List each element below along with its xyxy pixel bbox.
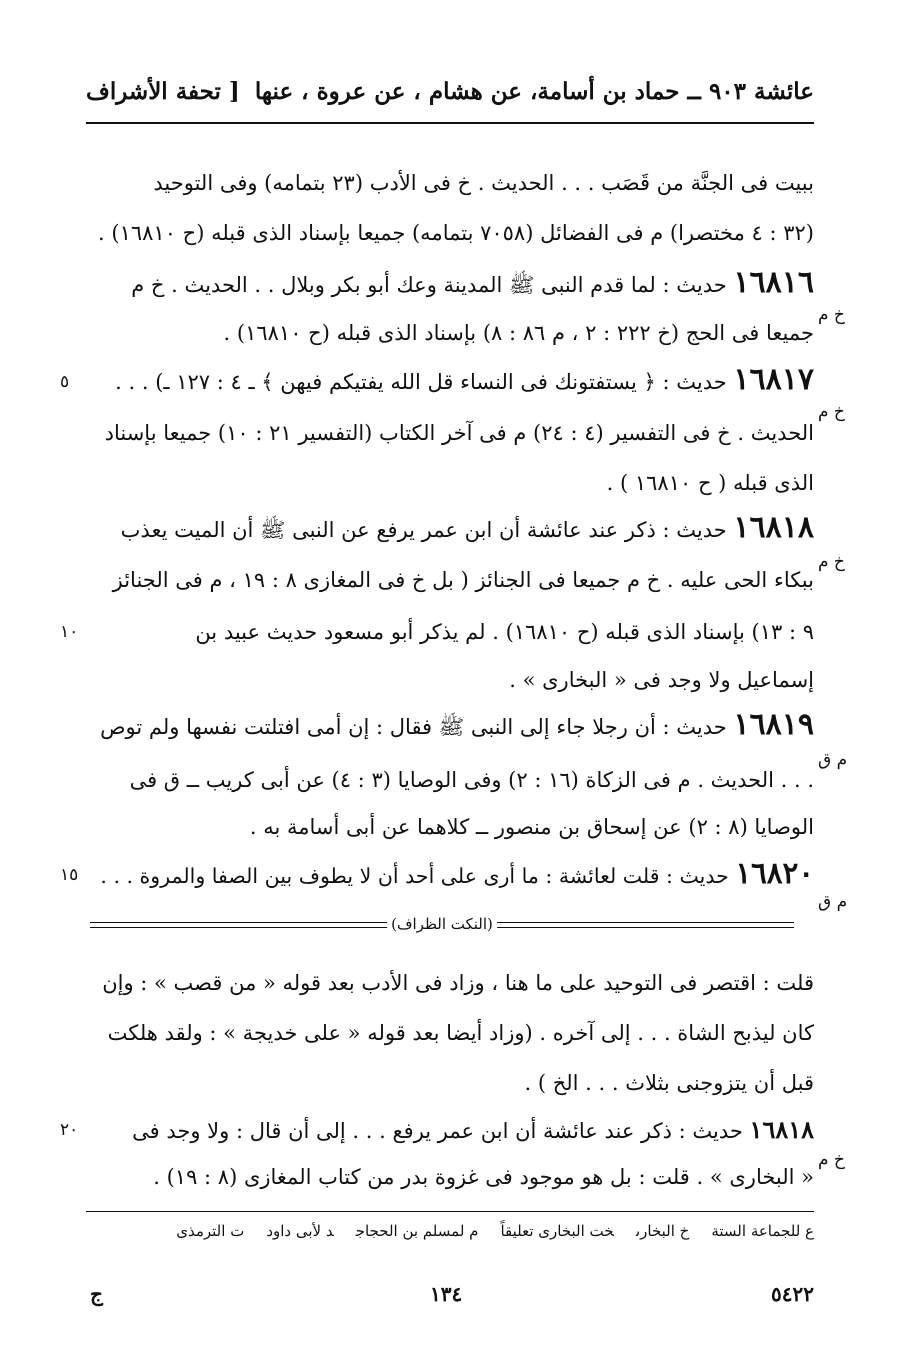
text-line [250, 812, 814, 842]
hadith-number: ١٦٨١٦ [733, 265, 814, 300]
hadith-entry-line [131, 265, 814, 300]
line-text: حديث : أن رجلا جاء إلى النبى ﷺ فقال : إن أمى افتلتت نفسها ولم توص [100, 715, 727, 739]
margin-siglum: خ م [818, 1150, 845, 1170]
line-text: قبل أن يتزوجنى بثلاث . . . الخ ) . [524, 1071, 814, 1095]
page-number: ١٣٤ [430, 1282, 463, 1306]
margin-siglum: خ م [818, 552, 845, 572]
hadith-number: ١٦٨١٨ [749, 1115, 814, 1144]
divider-label: (النكت الظراف) [387, 915, 497, 933]
margin-line-number: ١٠ [60, 622, 79, 642]
text-line [509, 665, 814, 695]
signature-mark: ج [90, 1282, 103, 1306]
text-line [102, 968, 814, 998]
margin-siglum: خ م [818, 305, 845, 325]
legend-item: ع للجماعة الستة [711, 1222, 814, 1240]
hadith-entry-line [115, 362, 814, 397]
divider-rule-right [470, 922, 794, 928]
line-text: الذى قبله ( ح ١٦٨١٠ ) . [606, 471, 814, 495]
hadith-entry-line [120, 510, 814, 545]
text-line [195, 617, 814, 647]
running-header-book-title: [ تحفة الأشراف [86, 78, 240, 105]
text-line [105, 418, 814, 448]
text-line [524, 1068, 814, 1098]
margin-siglum: م ق [818, 892, 848, 912]
hadith-entry-line [100, 855, 814, 891]
section-divider [90, 915, 794, 937]
line-text: « البخارى » . قلت : بل هو موجود فى غزوة بدر من كتاب المغازى (٨ : ١٩) . [153, 1165, 814, 1189]
margin-line-number: ٥ [60, 372, 70, 392]
header-rule [86, 122, 814, 124]
line-text: قلت : اقتصر فى التوحيد على ما هنا ، وزاد فى الأدب بعد قوله « من قصب » : وإن [102, 971, 814, 995]
line-text: حديث : ذكر عند عائشة أن ابن عمر يرفع . . . إلى أن قال : ولا وجد فى [132, 1119, 743, 1143]
legend-item: خت البخارى تعليقاً [500, 1222, 614, 1240]
text-line [607, 468, 814, 498]
line-text: ببكاء الحى عليه . خ م جميعا فى الجنائز ( بل خ فى المغازى ٨ : ١٩ ، م فى الجنائز [112, 568, 814, 592]
legend-item: م لمسلم بن الحجاج [355, 1222, 479, 1240]
margin-line-number: ٢٠ [60, 1120, 79, 1140]
margin-siglum: م ق [818, 750, 848, 770]
hadith-entry-line [132, 1115, 814, 1146]
running-header-title: عائشة ٩٠٣ ــ حماد بن أسامة، عن هشام ، عن عروة ، عنها [254, 78, 814, 105]
text-line [113, 565, 814, 595]
hadith-entry-line [100, 707, 814, 742]
text-line [153, 1162, 814, 1192]
text-line [224, 318, 814, 348]
line-text: . . . الحديث . م فى الزكاة (١٦ : ٢) وفى الوصايا (٣ : ٤) عن أبى كريب ــ ق فى [129, 768, 814, 792]
footer-rule [86, 1211, 814, 1212]
line-text: حديث : قلت لعائشة : ما أرى على أحد أن لا يطوف بين الصفا والمروة . . . [100, 864, 729, 888]
text-line [98, 218, 814, 248]
text-line [130, 765, 814, 795]
line-text: كان ليذبح الشاة . . . إلى آخره . (وزاد أيضا بعد قوله « على خديجة » : ولقد هلكت [107, 1021, 814, 1045]
text-line [153, 168, 814, 198]
serial-number: ٥٤٢٢ [771, 1282, 814, 1306]
legend-item: خ البخارى [635, 1222, 690, 1240]
hadith-number: ١٦٨٢٠ [735, 855, 814, 890]
hadith-number: ١٦٨١٩ [733, 707, 814, 742]
divider-rule-left [90, 922, 414, 928]
line-text: الحديث . خ فى التفسير (٤ : ٢٤) م فى آخر الكتاب (التفسير ٢١ : ١٠) جميعا بإسناد [104, 421, 814, 445]
line-text: ببيت فى الجنَّة من قَصَب . . . الحديث . خ فى الأدب (٢٣ بتمامه) وفى التوحيد [153, 171, 814, 195]
line-text: حديث : لما قدم النبى ﷺ المدينة وعك أبو بكر وبلال . . الحديث . خ م [131, 273, 727, 297]
hadith-number: ١٦٨١٧ [733, 362, 814, 397]
line-text: جميعا فى الحج (خ ٢٢٢ : ٢ ، م ٨٦ : ٨) بإسناد الذى قبله (ح ١٦٨١٠) . [223, 321, 814, 345]
text-line [108, 1018, 814, 1048]
margin-line-number: ١٥ [60, 865, 79, 885]
line-text: حديث : ذكر عند عائشة أن ابن عمر يرفع عن النبى ﷺ أن الميت يعذب [120, 518, 727, 542]
line-text: إسماعيل ولا وجد فى « البخارى » . [509, 668, 814, 692]
line-text: (٣٢ : ٤ مختصرا) م فى الفضائل (٧٠٥٨ بتمامه) جميعا بإسناد الذى قبله (ح ١٦٨١٠) . [98, 221, 814, 245]
legend-item: ت الترمذى [176, 1222, 245, 1240]
line-text: ٩ : ١٣) بإسناد الذى قبله (ح ١٦٨١٠) . لم يذكر أبو مسعود حديث عبيد بن [195, 620, 814, 644]
hadith-number: ١٦٨١٨ [733, 510, 814, 545]
footer-abbreviation-legend [154, 1222, 814, 1240]
margin-siglum: خ م [818, 402, 845, 422]
legend-item: د لأبى داود [266, 1222, 334, 1240]
line-text: الوصايا (٨ : ٢) عن إسحاق بن منصور ــ كلاهما عن أبى أسامة به . [249, 815, 814, 839]
line-text: حديث : ﴿ يستفتونك فى النساء قل الله يفتيكم فيهن ﴾ ـ ٤ : ١٢٧ ـ) . . . [115, 370, 727, 394]
